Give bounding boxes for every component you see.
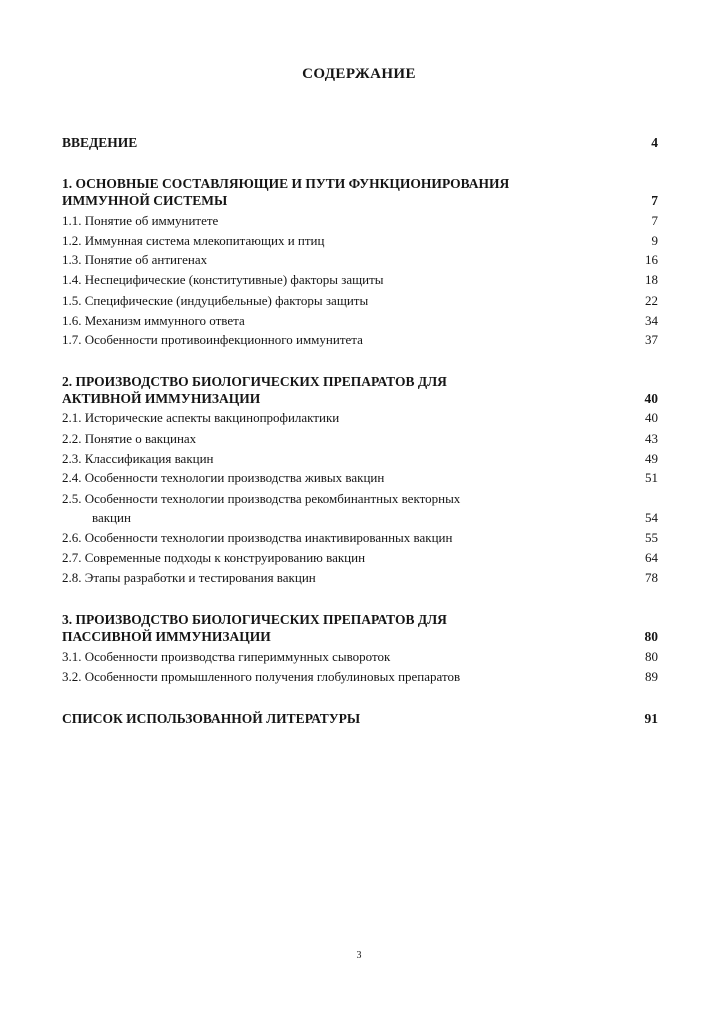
page-title: СОДЕРЖАНИЕ bbox=[302, 66, 416, 82]
toc-item-page: 43 bbox=[645, 431, 658, 446]
toc-item-page: 78 bbox=[645, 570, 658, 585]
toc-item-title: 2.4. Особенности технологии производства живых вакцин bbox=[62, 470, 385, 485]
toc-item-title: 1.6. Механизм иммунного ответа bbox=[62, 313, 245, 328]
toc-item-page: 64 bbox=[645, 550, 658, 565]
toc-chapter-title: ПАССИВНОЙ ИММУНИЗАЦИИ bbox=[62, 629, 271, 644]
toc-item-page: 55 bbox=[645, 530, 658, 545]
toc-item-page: 16 bbox=[645, 252, 658, 267]
toc-item-title: 1.4. Неспецифические (конститутивные) факторы защиты bbox=[62, 272, 384, 287]
toc-item-title: 2.2. Понятие о вакцинах bbox=[62, 431, 197, 446]
toc-chapter-title: 2. ПРОИЗВОДСТВО БИОЛОГИЧЕСКИХ ПРЕПАРАТОВ ДЛЯ bbox=[62, 374, 447, 389]
toc-item-page: 54 bbox=[645, 510, 658, 525]
toc-item-page: 18 bbox=[645, 272, 658, 287]
toc-item-title: 1.5. Специфические (индуцибельные) факторы защиты bbox=[62, 293, 369, 308]
toc-item-title: 3.1. Особенности производства гипериммунных сывороток bbox=[62, 649, 391, 664]
toc-item-title: 2.5. Особенности технологии производства рекомбинантных векторных bbox=[62, 491, 461, 506]
toc-item-title: 2.3. Классификация вакцин bbox=[62, 451, 214, 466]
page-number: 3 bbox=[356, 950, 362, 961]
toc-item-page: 51 bbox=[645, 470, 658, 485]
toc-item-page: 37 bbox=[645, 332, 658, 347]
toc-item-page: 49 bbox=[645, 451, 658, 466]
toc-item-page: 22 bbox=[645, 293, 658, 308]
toc-chapter-page: 7 bbox=[651, 193, 658, 208]
toc-item-page: 7 bbox=[651, 213, 658, 228]
toc-chapter-title: АКТИВНОЙ ИММУНИЗАЦИИ bbox=[62, 391, 261, 406]
toc-item-page: 40 bbox=[645, 410, 658, 425]
toc-item-title: 1.2. Иммунная система млекопитающих и птиц bbox=[62, 233, 325, 248]
toc-chapter-title: ИММУННОЙ СИСТЕМЫ bbox=[62, 193, 228, 208]
toc-item-title: 1.7. Особенности противоинфекционного иммунитета bbox=[62, 332, 363, 347]
toc-entry-title: СПИСОК ИСПОЛЬЗОВАННОЙ ЛИТЕРАТУРЫ bbox=[62, 711, 361, 726]
toc-chapter-page: 80 bbox=[644, 629, 658, 644]
toc-item-title: 2.6. Особенности технологии производства инактивированных вакцин bbox=[62, 530, 453, 545]
toc-item-page: 34 bbox=[645, 313, 658, 328]
toc-chapter-title: 3. ПРОИЗВОДСТВО БИОЛОГИЧЕСКИХ ПРЕПАРАТОВ ДЛЯ bbox=[62, 612, 447, 627]
toc-item-page: 89 bbox=[645, 669, 658, 684]
toc-item-title: вакцин bbox=[92, 510, 131, 525]
toc-item-page: 80 bbox=[645, 649, 658, 664]
toc-item-title: 1.1. Понятие об иммунитете bbox=[62, 213, 219, 228]
toc-item-title: 3.2. Особенности промышленного получения глобулиновых препаратов bbox=[62, 669, 461, 684]
toc-item-page: 9 bbox=[651, 233, 658, 248]
toc-item-title: 1.3. Понятие об антигенах bbox=[62, 252, 208, 267]
toc-item-title: 2.1. Исторические аспекты вакцинопрофилактики bbox=[62, 410, 340, 425]
toc-entry-title: ВВЕДЕНИЕ bbox=[62, 135, 138, 150]
toc-item-title: 2.7. Современные подходы к конструированию вакцин bbox=[62, 550, 366, 565]
toc-chapter-page: 40 bbox=[644, 391, 658, 406]
toc-item-title: 2.8. Этапы разработки и тестирования вакцин bbox=[62, 570, 316, 585]
toc-entry-page: 91 bbox=[644, 711, 658, 726]
toc-entry-page: 4 bbox=[651, 135, 658, 150]
toc-chapter-title: 1. ОСНОВНЫЕ СОСТАВЛЯЮЩИЕ И ПУТИ ФУНКЦИОНИРОВАНИЯ bbox=[62, 176, 510, 191]
